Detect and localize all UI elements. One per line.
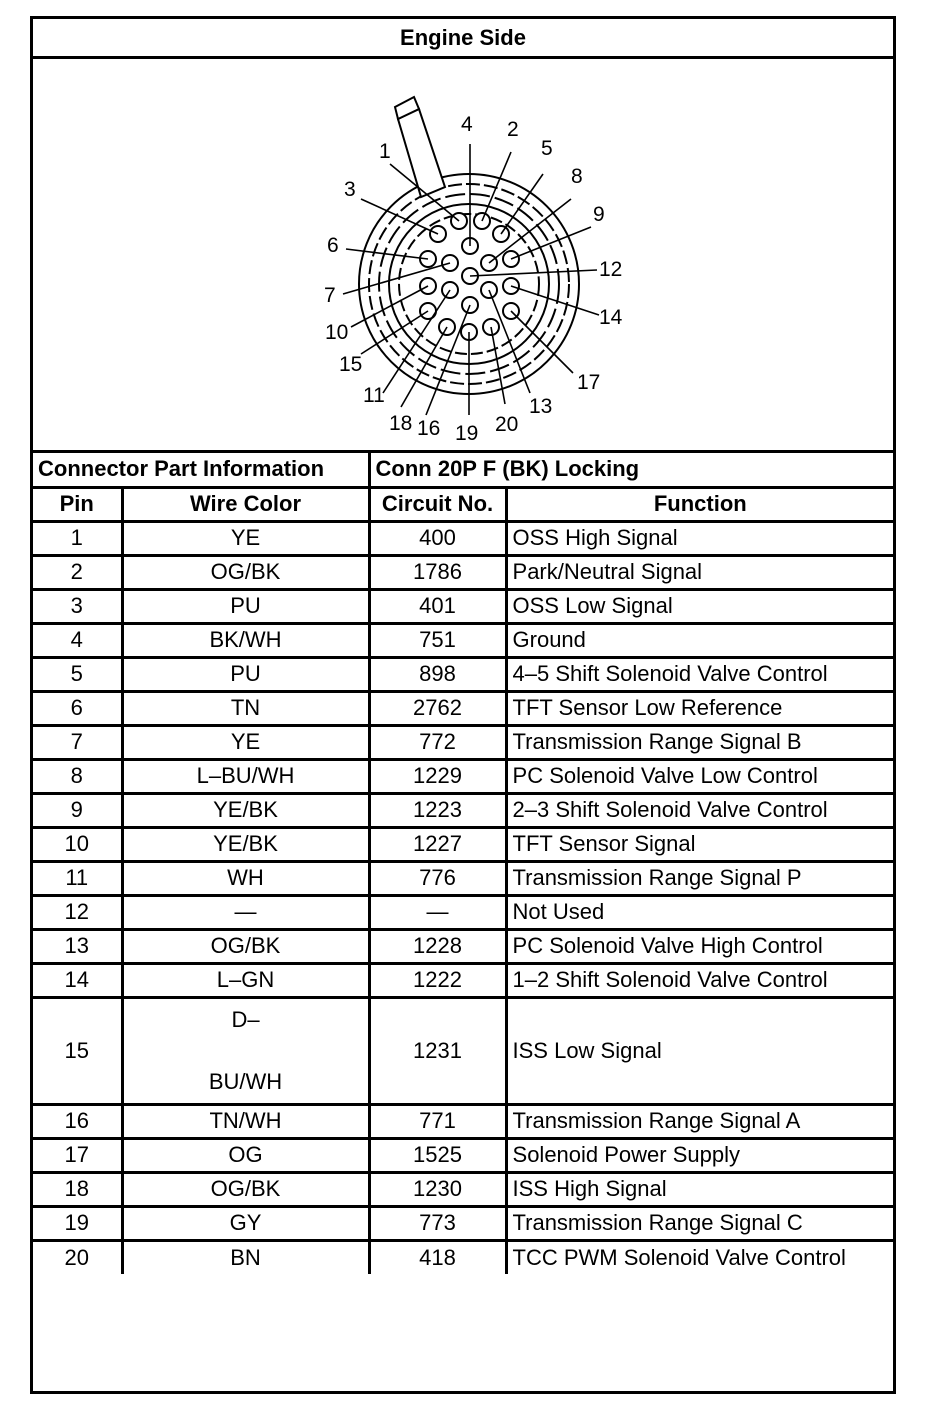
pin-label-3: 3 (344, 178, 356, 201)
table-row (33, 725, 893, 759)
circuit-cell: 1222 (369, 963, 506, 997)
wire-color-wrapped (129, 1007, 363, 1095)
circuit-cell: 418 (369, 1240, 506, 1274)
table-row (33, 1138, 893, 1172)
function-cell: OSS High Signal (506, 521, 893, 555)
pin-label-16: 16 (417, 417, 441, 440)
leader-20 (491, 327, 505, 404)
pin-label-14: 14 (599, 306, 623, 329)
pin-cell: 6 (33, 691, 122, 725)
pin-label-10: 10 (325, 321, 349, 344)
pin-cell: 8 (33, 759, 122, 793)
wire-color-cell: YE/BK (122, 827, 369, 861)
circuit-cell: 2762 (369, 691, 506, 725)
function-cell: TFT Sensor Low Reference (506, 691, 893, 725)
pin-cell: 19 (33, 1206, 122, 1240)
wire-color-line-2: BU/WH (208, 1068, 283, 1094)
table-row (33, 521, 893, 555)
circuit-cell: 773 (369, 1206, 506, 1240)
function-cell: 1–2 Shift Solenoid Valve Control (506, 963, 893, 997)
wire-color-cell: BK/WH (122, 623, 369, 657)
table-row (33, 555, 893, 589)
pin-cell: 10 (33, 827, 122, 861)
table-row (33, 1172, 893, 1206)
engine-side-header: Engine Side (33, 19, 893, 59)
connector-sheet (30, 16, 896, 1394)
function-cell: Transmission Range Signal A (506, 1104, 893, 1138)
pin-label-18: 18 (389, 412, 413, 435)
wire-color-cell: YE/BK (122, 793, 369, 827)
column-header-row (33, 487, 893, 521)
wire-color-cell: PU (122, 589, 369, 623)
table-row (33, 963, 893, 997)
col-header-function: Function (506, 487, 893, 521)
table-row (33, 827, 893, 861)
pin-label-1: 1 (379, 140, 391, 163)
wire-color-cell: TN/WH (122, 1104, 369, 1138)
circuit-cell: 1227 (369, 827, 506, 861)
table-row (33, 861, 893, 895)
table-row (33, 895, 893, 929)
pin-label-12: 12 (599, 258, 623, 281)
pinout-table (33, 453, 893, 1274)
pin-label-11: 11 (363, 384, 385, 407)
pin-label-15: 15 (339, 353, 363, 376)
connector-diagram (33, 59, 893, 453)
pin-cell: 2 (33, 555, 122, 589)
pin-label-2: 2 (507, 118, 519, 141)
circuit-cell: 1525 (369, 1138, 506, 1172)
leader-9 (511, 227, 591, 259)
table-row (33, 657, 893, 691)
pin-cell: 9 (33, 793, 122, 827)
pin-cell: 4 (33, 623, 122, 657)
pin-cell: 14 (33, 963, 122, 997)
circuit-cell: 776 (369, 861, 506, 895)
pin-label-5: 5 (541, 137, 553, 160)
wire-color-cell: OG/BK (122, 1172, 369, 1206)
col-header-pin: Pin (33, 487, 122, 521)
table-row (33, 589, 893, 623)
col-header-wire-color: Wire Color (122, 487, 369, 521)
pin-cell: 3 (33, 589, 122, 623)
circuit-cell: 1786 (369, 555, 506, 589)
circuit-cell: 1230 (369, 1172, 506, 1206)
table-row (33, 1206, 893, 1240)
wire-color-cell: L–BU/WH (122, 759, 369, 793)
table-row (33, 759, 893, 793)
wire-color-cell: WH (122, 861, 369, 895)
function-cell: Ground (506, 623, 893, 657)
wire-color-cell: OG/BK (122, 929, 369, 963)
wire-color-cell: YE (122, 725, 369, 759)
connector-info-label: Connector Part Information (33, 453, 369, 487)
table-row (33, 691, 893, 725)
locking-tab (398, 109, 445, 197)
leader-17 (511, 311, 573, 373)
table-row (33, 1240, 893, 1274)
wire-color-cell: PU (122, 657, 369, 691)
function-cell: Not Used (506, 895, 893, 929)
pin-label-19: 19 (455, 422, 479, 445)
connector-face-drawing (33, 59, 893, 453)
pin-cell: 17 (33, 1138, 122, 1172)
leader-18 (401, 327, 447, 407)
wire-color-cell: BN (122, 1240, 369, 1274)
table-row (33, 793, 893, 827)
pin-label-20: 20 (495, 413, 519, 436)
function-cell: ISS High Signal (506, 1172, 893, 1206)
circuit-cell: 400 (369, 521, 506, 555)
function-cell: Transmission Range Signal C (506, 1206, 893, 1240)
pin-cell: 7 (33, 725, 122, 759)
wire-color-cell: TN (122, 691, 369, 725)
pin-cell: 15 (33, 997, 122, 1104)
pin-cell: 12 (33, 895, 122, 929)
function-cell: 2–3 Shift Solenoid Valve Control (506, 793, 893, 827)
circuit-cell: — (369, 895, 506, 929)
function-cell: OSS Low Signal (506, 589, 893, 623)
col-header-circuit: Circuit No. (369, 487, 506, 521)
table-row (33, 997, 893, 1104)
pin-cell: 11 (33, 861, 122, 895)
function-cell: Transmission Range Signal P (506, 861, 893, 895)
circuit-cell: 898 (369, 657, 506, 691)
pin-cell: 16 (33, 1104, 122, 1138)
wire-color-cell: — (122, 895, 369, 929)
circuit-cell: 1229 (369, 759, 506, 793)
function-cell: Transmission Range Signal B (506, 725, 893, 759)
pin-label-9: 9 (593, 203, 605, 226)
table-row (33, 623, 893, 657)
wire-color-cell: OG/BK (122, 555, 369, 589)
pin-label-8: 8 (571, 165, 583, 188)
pin-cell: 1 (33, 521, 122, 555)
pin-label-7: 7 (324, 284, 336, 307)
pin-label-4: 4 (461, 113, 473, 136)
function-cell: Park/Neutral Signal (506, 555, 893, 589)
circuit-cell: 1223 (369, 793, 506, 827)
circuit-cell: 1231 (369, 997, 506, 1104)
pin-cell: 18 (33, 1172, 122, 1206)
wire-color-cell: OG (122, 1138, 369, 1172)
wire-color-cell: GY (122, 1206, 369, 1240)
pin-label-6: 6 (327, 234, 339, 257)
circuit-cell: 401 (369, 589, 506, 623)
table-row (33, 929, 893, 963)
function-cell: TFT Sensor Signal (506, 827, 893, 861)
leader-6 (346, 249, 428, 259)
wire-color-line-1: D– (231, 1006, 260, 1032)
function-cell: PC Solenoid Valve Low Control (506, 759, 893, 793)
pin-cell: 13 (33, 929, 122, 963)
pin-label-13: 13 (529, 395, 553, 418)
function-cell: 4–5 Shift Solenoid Valve Control (506, 657, 893, 691)
function-cell: PC Solenoid Valve High Control (506, 929, 893, 963)
pin-cell: 5 (33, 657, 122, 691)
wire-color-cell: YE (122, 521, 369, 555)
circuit-cell: 772 (369, 725, 506, 759)
wire-color-cell: L–GN (122, 963, 369, 997)
circuit-cell: 771 (369, 1104, 506, 1138)
pin-label-17: 17 (577, 371, 601, 394)
circuit-cell: 1228 (369, 929, 506, 963)
function-cell: Solenoid Power Supply (506, 1138, 893, 1172)
circuit-cell: 751 (369, 623, 506, 657)
wire-color-cell (122, 997, 369, 1104)
connector-info-row (33, 453, 893, 487)
pin-cell: 20 (33, 1240, 122, 1274)
table-row (33, 1104, 893, 1138)
function-cell: ISS Low Signal (506, 997, 893, 1104)
function-cell: TCC PWM Solenoid Valve Control (506, 1240, 893, 1274)
connector-info-value: Conn 20P F (BK) Locking (369, 453, 893, 487)
